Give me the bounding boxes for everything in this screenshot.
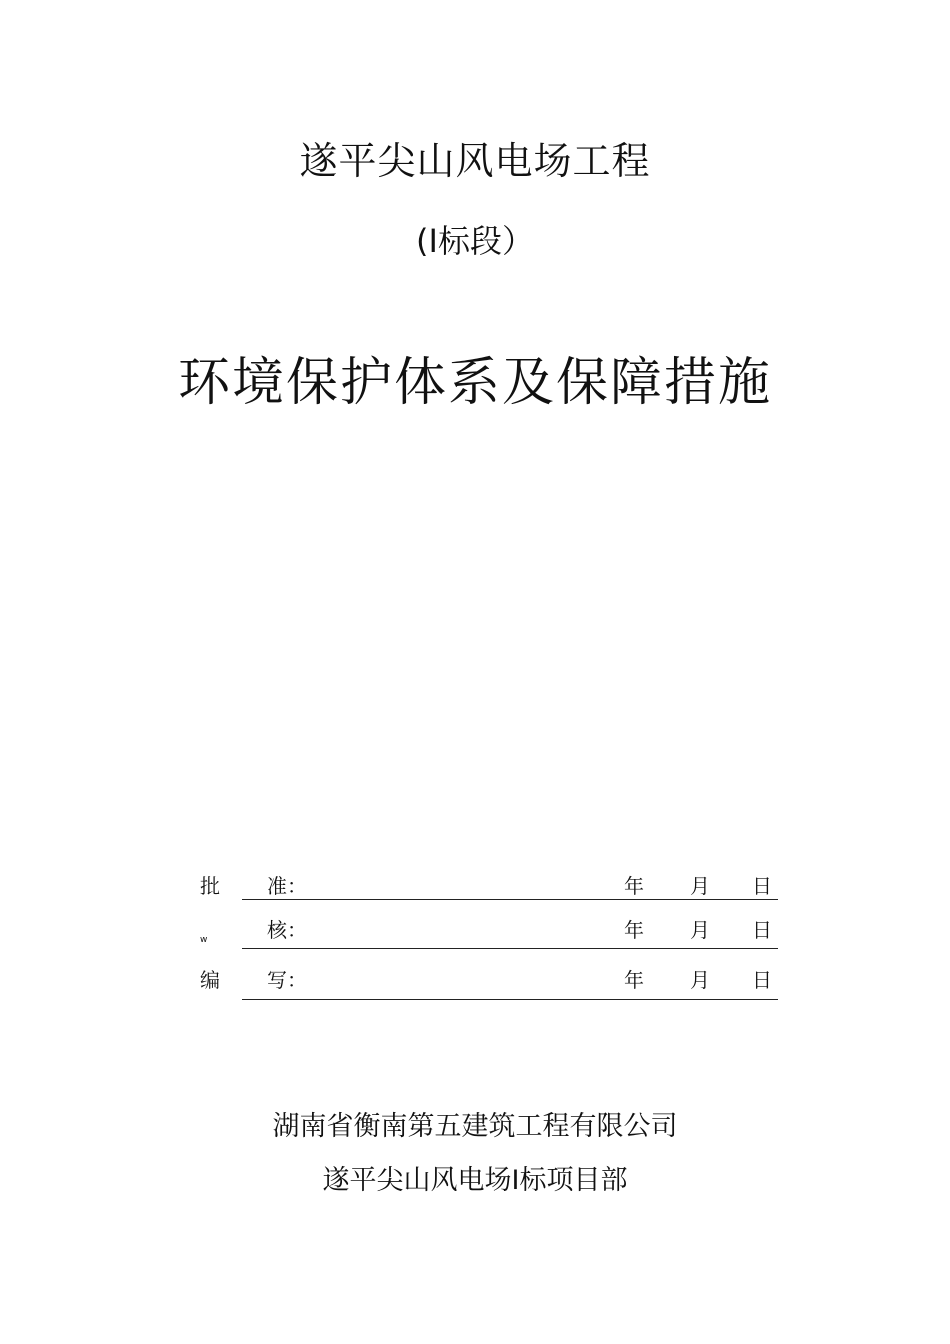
project-department: 遂平尖山风电场I标项目部	[322, 1165, 628, 1196]
review-month-label: 月	[690, 918, 710, 942]
approve-label-left: 批	[200, 874, 220, 898]
approve-label-right: 准：	[267, 874, 307, 898]
approve-year-label: 年	[624, 874, 644, 898]
write-month-label: 月	[690, 968, 710, 992]
document-title: 环境保护体系及保障措施	[177, 353, 772, 413]
review-day-label: 日	[752, 918, 772, 942]
write-label-left: 编	[200, 968, 220, 992]
approve-month-label: 月	[690, 874, 710, 898]
review-signature-line	[242, 948, 778, 949]
approve-day-label: 日	[752, 874, 772, 898]
project-title: 遂平尖山风电场工程	[299, 139, 651, 183]
review-year-label: 年	[624, 918, 644, 942]
write-year-label: 年	[624, 968, 644, 992]
review-label-right: 核：	[267, 918, 307, 942]
write-label-right: 写：	[267, 968, 307, 992]
review-mark: w	[200, 935, 208, 945]
write-signature-line	[242, 999, 778, 1000]
write-day-label: 日	[752, 968, 772, 992]
section-label: (I标段）	[416, 222, 534, 260]
company-name: 湖南省衡南第五建筑工程有限公司	[272, 1111, 678, 1142]
approve-signature-line	[242, 899, 778, 900]
